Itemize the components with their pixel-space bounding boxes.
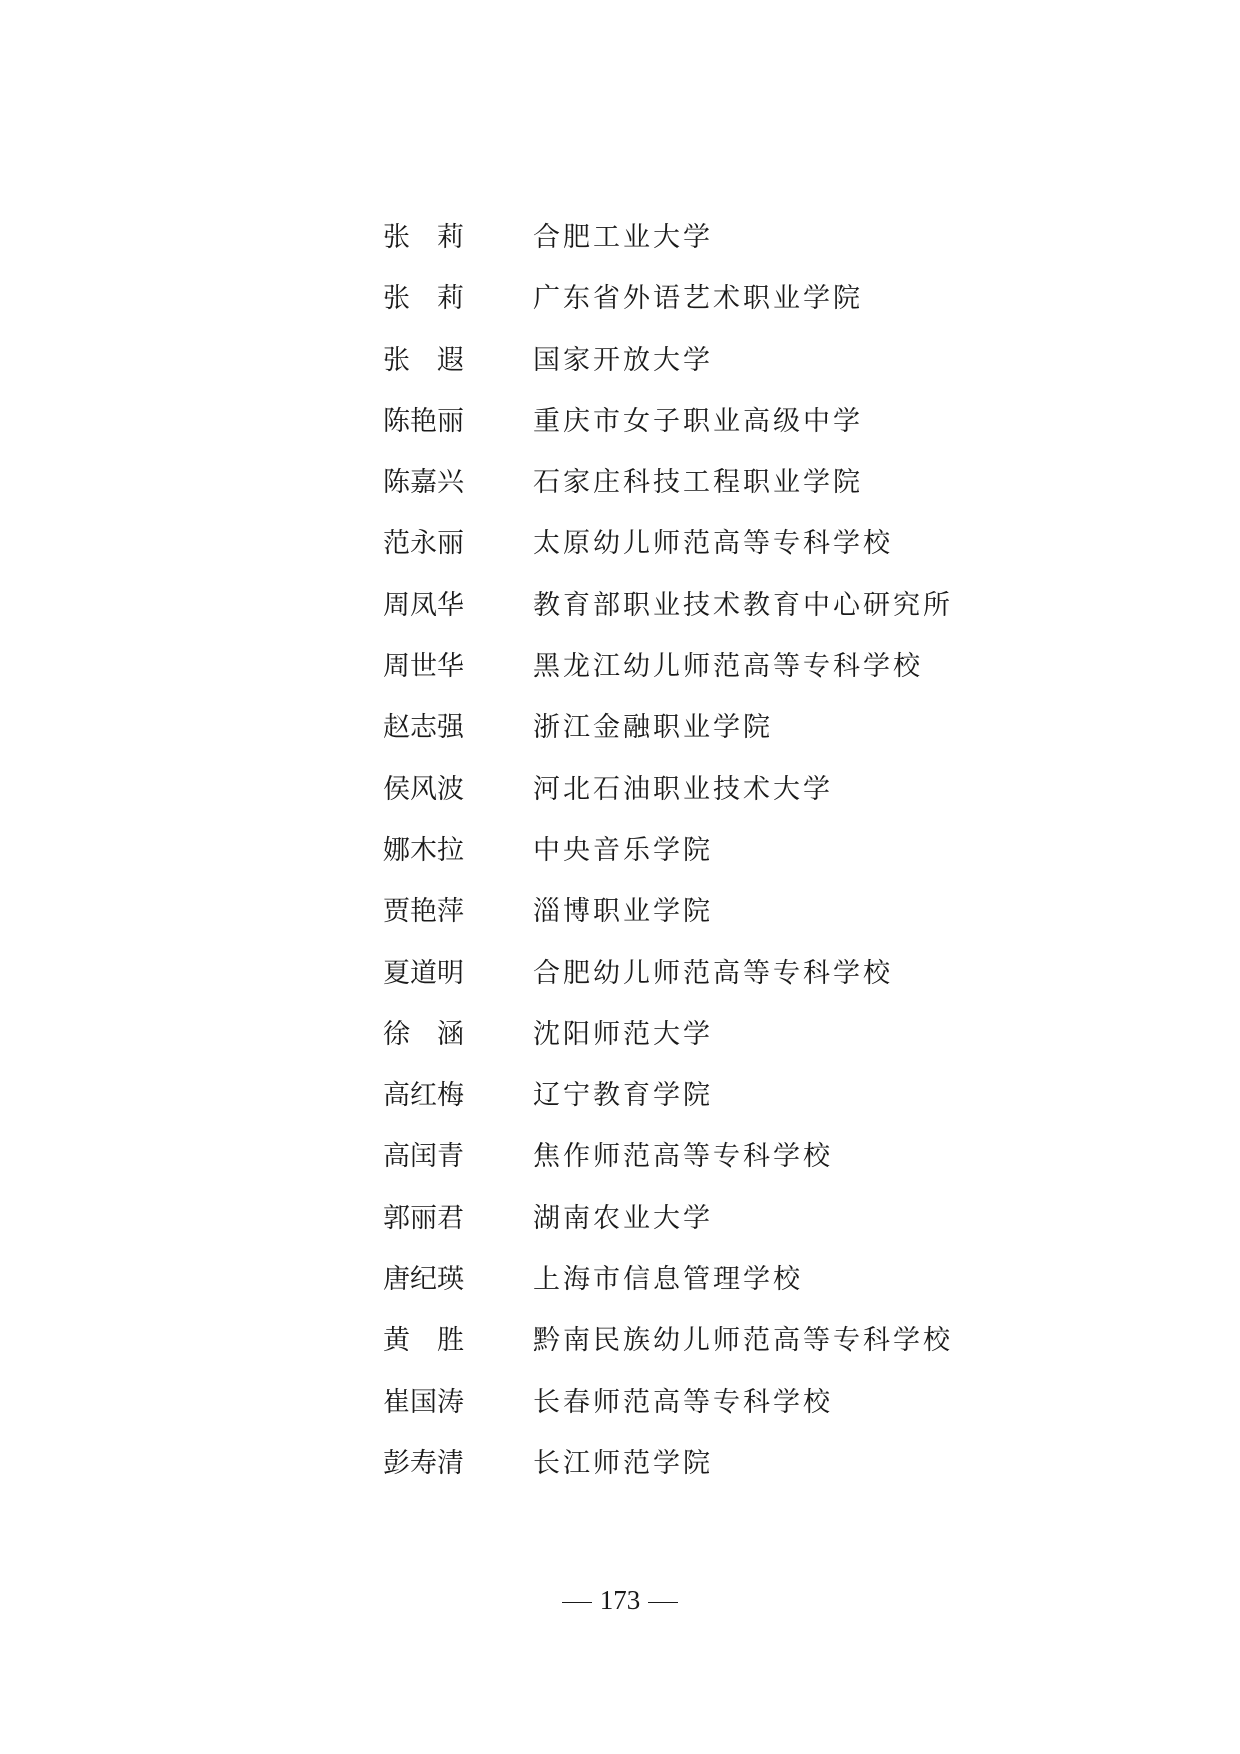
person-name: 郭丽君 bbox=[383, 1202, 464, 1234]
institution-name: 国家开放大学 bbox=[533, 344, 713, 376]
institution-name: 合肥幼儿师范高等专科学校 bbox=[533, 957, 893, 989]
list-item bbox=[383, 835, 953, 896]
person-name: 范永丽 bbox=[383, 528, 464, 560]
institution-name: 沈阳师范大学 bbox=[533, 1018, 713, 1050]
person-name: 黄 胜 bbox=[383, 1325, 464, 1357]
footer-dash-left bbox=[562, 1602, 592, 1603]
list-item bbox=[383, 590, 953, 651]
person-name: 彭寿清 bbox=[383, 1447, 464, 1479]
list-item bbox=[383, 1325, 953, 1386]
institution-name: 辽宁教育学院 bbox=[533, 1080, 713, 1112]
list-item bbox=[383, 283, 953, 344]
list-item bbox=[383, 958, 953, 1019]
person-name: 高闰青 bbox=[383, 1141, 464, 1173]
person-name: 娜木拉 bbox=[383, 834, 464, 866]
person-name: 唐纪瑛 bbox=[383, 1264, 464, 1296]
list-item bbox=[383, 1019, 953, 1080]
institution-name: 焦作师范高等专科学校 bbox=[533, 1141, 833, 1173]
list-item bbox=[383, 467, 953, 528]
list-item bbox=[383, 345, 953, 406]
person-name: 周世华 bbox=[383, 651, 464, 683]
footer-dash-right bbox=[648, 1602, 678, 1603]
institution-name: 石家庄科技工程职业学院 bbox=[533, 467, 863, 499]
person-name: 夏道明 bbox=[383, 957, 464, 989]
list-item bbox=[383, 1080, 953, 1141]
institution-name: 上海市信息管理学校 bbox=[533, 1264, 803, 1296]
list-item bbox=[383, 406, 953, 467]
person-name: 赵志强 bbox=[383, 712, 464, 744]
person-name: 张 遐 bbox=[383, 344, 464, 376]
institution-name: 黑龙江幼儿师范高等专科学校 bbox=[533, 651, 923, 683]
person-name: 徐 涵 bbox=[383, 1018, 464, 1050]
institution-name: 太原幼儿师范高等专科学校 bbox=[533, 528, 893, 560]
list-item bbox=[383, 774, 953, 835]
person-name: 张 莉 bbox=[383, 222, 464, 253]
list-item bbox=[383, 712, 953, 773]
institution-name: 黔南民族幼儿师范高等专科学校 bbox=[533, 1325, 953, 1357]
member-list bbox=[383, 222, 953, 1509]
institution-name: 广东省外语艺术职业学院 bbox=[533, 283, 863, 315]
list-item bbox=[383, 1448, 953, 1509]
institution-name: 湖南农业大学 bbox=[533, 1202, 713, 1234]
list-item bbox=[383, 896, 953, 957]
person-name: 崔国涛 bbox=[383, 1386, 464, 1418]
list-item bbox=[383, 1264, 953, 1325]
person-name: 高红梅 bbox=[383, 1080, 464, 1112]
institution-name: 中央音乐学院 bbox=[533, 834, 713, 866]
institution-name: 重庆市女子职业高级中学 bbox=[533, 405, 863, 437]
list-item bbox=[383, 1387, 953, 1448]
person-name: 张 莉 bbox=[383, 283, 464, 315]
list-item bbox=[383, 651, 953, 712]
institution-name: 长江师范学院 bbox=[533, 1447, 713, 1479]
person-name: 周凤华 bbox=[383, 589, 464, 621]
list-item bbox=[383, 528, 953, 589]
list-item bbox=[383, 1141, 953, 1202]
institution-name: 淄博职业学院 bbox=[533, 896, 713, 928]
page-footer bbox=[0, 1584, 1240, 1616]
list-item bbox=[383, 222, 953, 283]
institution-name: 河北石油职业技术大学 bbox=[533, 773, 833, 805]
person-name: 侯风波 bbox=[383, 773, 464, 805]
person-name: 贾艳萍 bbox=[383, 896, 464, 928]
institution-name: 浙江金融职业学院 bbox=[533, 712, 773, 744]
institution-name: 合肥工业大学 bbox=[533, 222, 713, 253]
person-name: 陈嘉兴 bbox=[383, 467, 464, 499]
person-name: 陈艳丽 bbox=[383, 405, 464, 437]
institution-name: 教育部职业技术教育中心研究所 bbox=[533, 589, 953, 621]
institution-name: 长春师范高等专科学校 bbox=[533, 1386, 833, 1418]
page-number: 173 bbox=[599, 1585, 641, 1615]
list-item bbox=[383, 1203, 953, 1264]
